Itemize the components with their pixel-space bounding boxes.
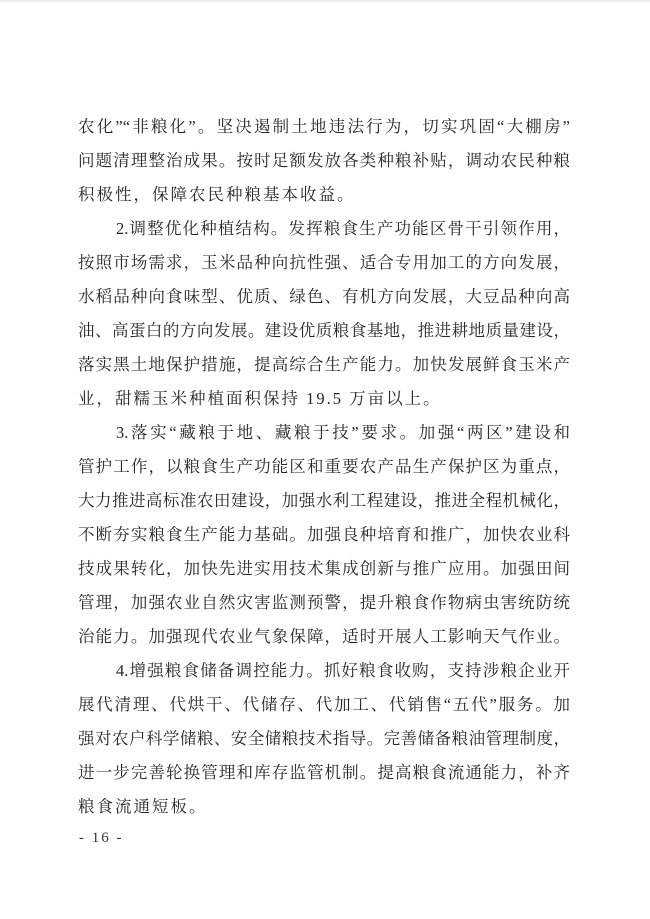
paragraph-item-3-grain-capacity (78, 416, 570, 654)
text-line: 治能力。加强现代农业气象保障，适时开展人工影响天气作业。 (78, 627, 570, 646)
text-line: 管理，加强农业自然灾害监测预警，提升粮食作物病虫害统防统 (78, 593, 570, 612)
text-line: 问题清理整治成果。按时足额发放各类种粮补贴，调动农民种粮 (78, 151, 570, 170)
text-line: 管护工作，以粮食生产功能区和重要农产品生产保护区为重点， (78, 457, 570, 476)
body-text (78, 110, 570, 824)
page-number: - 16 - (79, 830, 124, 846)
text-line: 强对农户科学储粮、安全储粮技术指导。完善储备粮油管理制度， (78, 729, 570, 748)
text-line: 粮食流通短板。 (78, 797, 208, 816)
paragraph-item-4-grain-reserves (78, 654, 570, 824)
text-line: 2.调整优化种植结构。发挥粮食生产功能区骨干引领作用， (116, 219, 570, 238)
text-line: 展代清理、代烘干、代储存、代加工、代销售“五代”服务。加 (78, 695, 570, 714)
text-line: 技成果转化，加快先进实用技术集成创新与推广应用。加强田间 (78, 559, 570, 578)
text-line: 按照市场需求，玉米品种向抗性强、适合专用加工的方向发展， (78, 253, 570, 272)
text-line: 不断夯实粮食生产能力基础。加强良种培育和推广，加快农业科 (78, 525, 570, 544)
text-line: 进一步完善轮换管理和库存监管机制。提高粮食流通能力，补齐 (78, 763, 570, 782)
scan-edge-artifact (0, 0, 650, 2)
text-line: 积极性，保障农民种粮基本收益。 (78, 185, 356, 204)
paragraph-item-2-planting-structure (78, 212, 570, 416)
text-line: 4.增强粮食储备调控能力。抓好粮食收购，支持涉粮企业开 (116, 661, 570, 680)
text-line: 3.落实“藏粮于地、藏粮于技”要求。加强“两区”建设和 (116, 423, 570, 442)
text-line: 业，甜糯玉米种植面积保持 19.5 万亩以上。 (78, 389, 442, 408)
text-line: 落实黑土地保护措施，提高综合生产能力。加快发展鲜食玉米产 (78, 355, 570, 374)
text-line: 农化”“非粮化”。坚决遏制土地违法行为，切实巩固“大棚房” (78, 117, 570, 136)
text-line: 水稻品种向食味型、优质、绿色、有机方向发展，大豆品种向高 (78, 287, 570, 306)
paragraph-intro-continuation (78, 110, 570, 212)
text-line: 油、高蛋白的方向发展。建设优质粮食基地，推进耕地质量建设， (78, 321, 570, 340)
text-line: 大力推进高标准农田建设，加强水利工程建设，推进全程机械化， (78, 491, 570, 510)
